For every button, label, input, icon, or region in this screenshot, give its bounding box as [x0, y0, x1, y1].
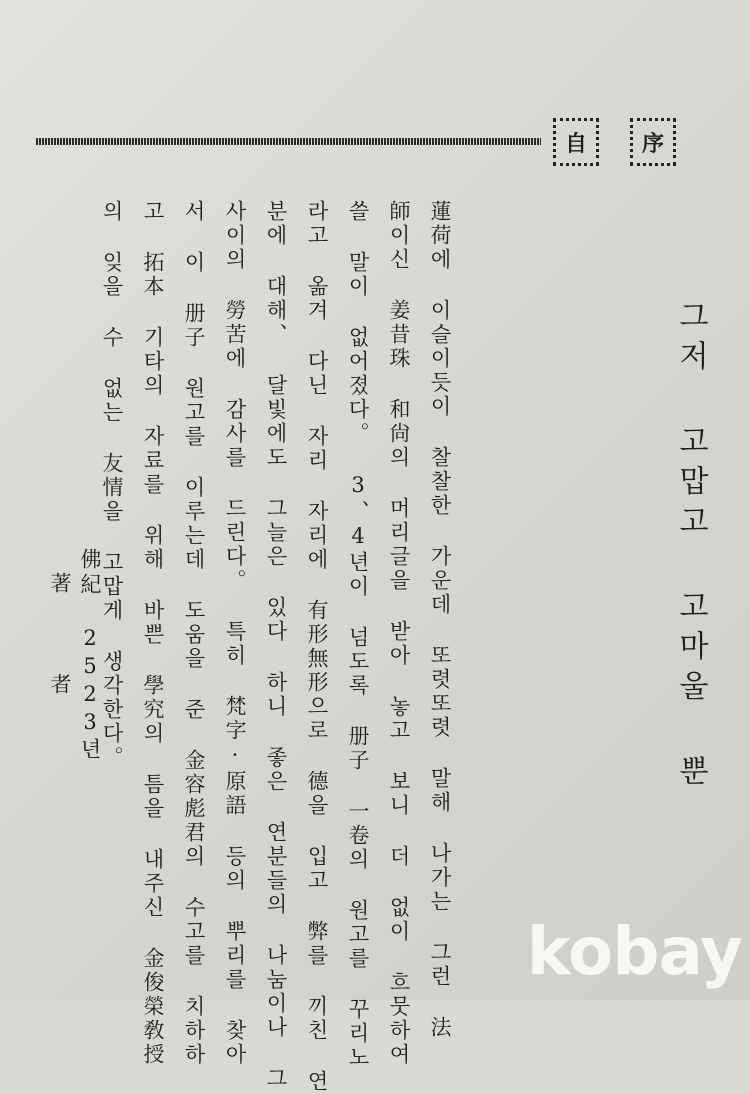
signature-author: 著 者 — [48, 572, 72, 722]
header-char-box — [553, 118, 599, 166]
header-rule — [36, 138, 541, 145]
body-line: 쓸 말이 없어졌다。 3、4년이 넘도록 册子 一卷의 원고를 꾸리노 — [346, 200, 370, 1070]
body-line: 의 잊을 수 없는 友情을 고맙게 생각한다。 — [100, 200, 124, 770]
body-line: 師이신 姜昔珠 和尙의 머리글을 받아 놓고 보니 더 없이 흐뭇하여 — [387, 200, 411, 1067]
header-char-box — [630, 118, 676, 166]
body-line: 라고 옮겨 다닌 자리 자리에 有形無形으로 德을 입고 弊를 끼친 연 — [305, 200, 329, 1094]
header-char: 自 — [564, 130, 587, 157]
preface-body — [91, 200, 460, 1094]
watermark-logo: kobay — [526, 913, 742, 990]
body-line: 사이의 勞苦에 감사를 드린다。 특히 梵字·原語 등의 뿌리를 찾아 — [223, 200, 247, 1067]
body-line: 서 이 册子 원고를 이루는데 도움을 준 金容彪君의 수고를 치하하 — [182, 200, 206, 1067]
preface-title: 그저 고맙고 고마울 뿐 — [673, 300, 708, 795]
header-char: 序 — [641, 130, 664, 157]
body-line: 고 拓本 기타의 자료를 위해 바쁜 學究의 틈을 내주신 金俊榮敎授 — [141, 200, 165, 1067]
signature — [45, 548, 105, 763]
signature-year: 佛紀 2523년 — [78, 548, 102, 763]
body-line: 蓮荷에 이슬이듯이 찰찰한 가운데 또렷또렷 말해 나가는 그런 法 — [428, 200, 452, 1040]
body-line: 분에 대해、 달빛에도 그늘은 있다 하니 좋은 연분들의 나눔이나 그 — [264, 200, 288, 1091]
